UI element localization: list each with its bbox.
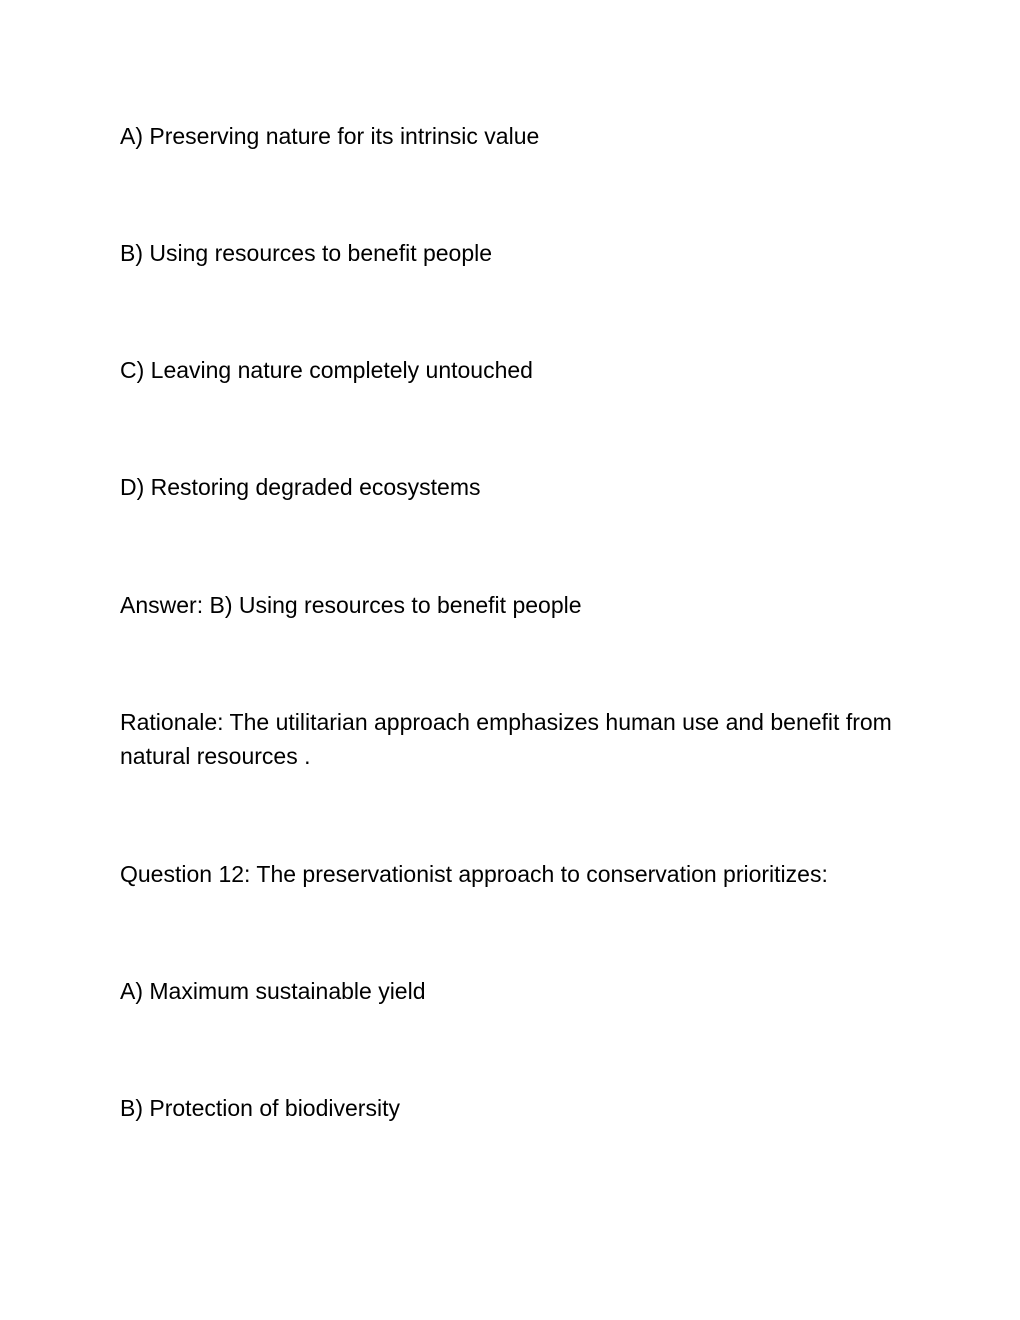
answer-text: Answer: B) Using resources to benefit people bbox=[120, 592, 582, 618]
question-12-option-a-text: A) Maximum sustainable yield bbox=[120, 978, 426, 1004]
option-a-text: A) Preserving nature for its intrinsic value bbox=[120, 123, 540, 149]
option-c-text: C) Leaving nature completely untouched bbox=[120, 357, 533, 383]
option-b-text: B) Using resources to benefit people bbox=[120, 240, 493, 266]
question-12-text: Question 12: The preservationist approach to conservation prioritizes: bbox=[120, 861, 828, 887]
question-12-option-b-text: B) Protection of biodiversity bbox=[120, 1095, 400, 1121]
rationale-text: Rationale: The utilitarian approach emphasizes human use and benefit from natural resources . bbox=[120, 709, 892, 769]
option-d-text: D) Restoring degraded ecosystems bbox=[120, 474, 481, 500]
